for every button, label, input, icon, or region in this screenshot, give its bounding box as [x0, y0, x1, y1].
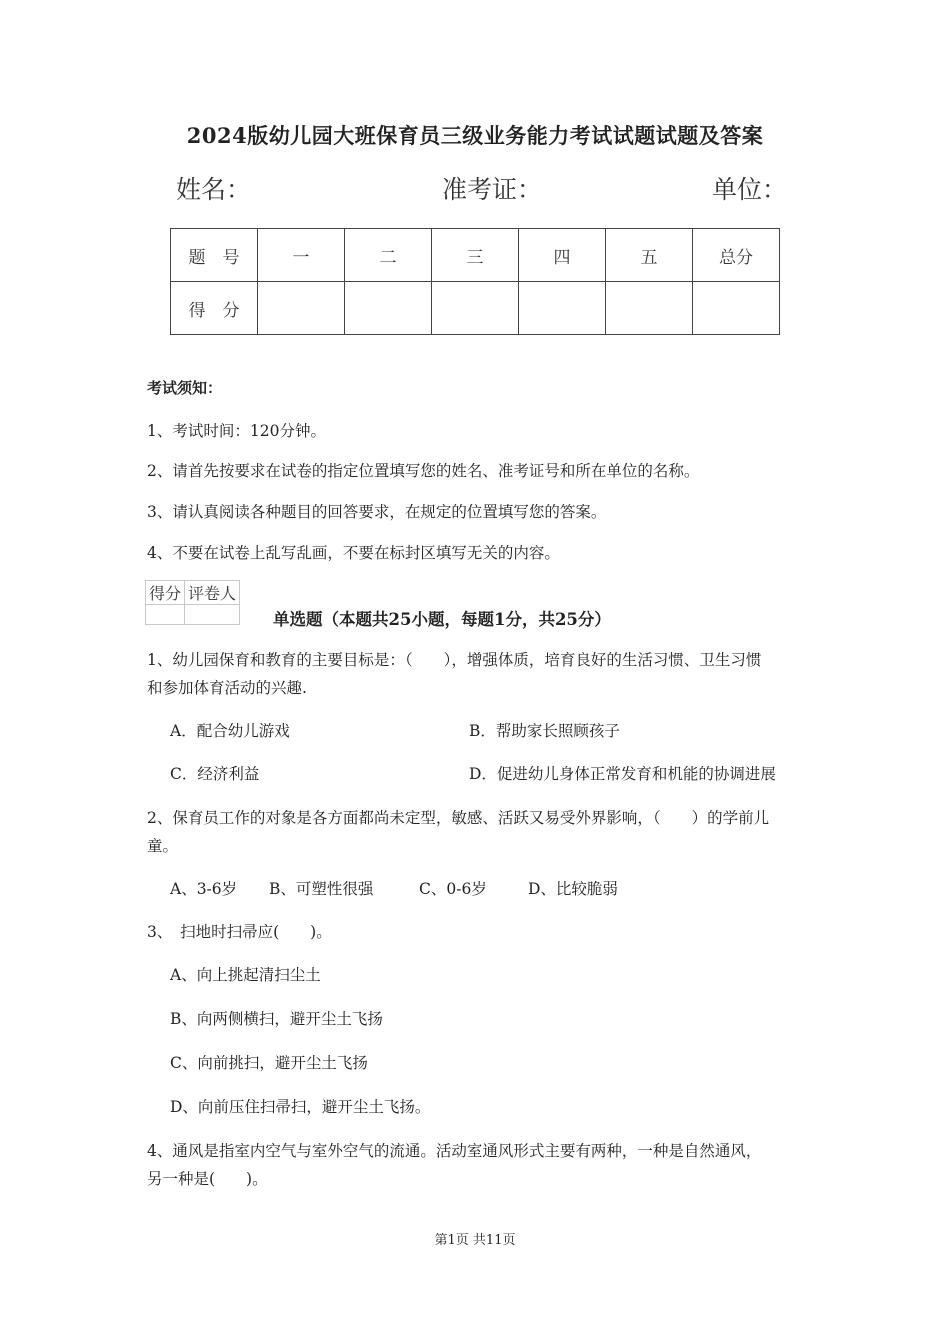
- page-footer: 第1页 共11页: [434, 1233, 516, 1248]
- score-cell: [432, 282, 519, 335]
- question-3-option-a: A、向上挑起清扫尘土: [170, 966, 321, 984]
- score-table: [170, 228, 780, 335]
- question-2-option-c: C、0-6岁: [419, 880, 487, 898]
- question-1-option-c: C．经济利益: [170, 765, 260, 783]
- grader-reviewer-label: 评卷人: [185, 581, 240, 605]
- name-field-label: 姓名：: [176, 175, 252, 204]
- question-3-text: 3、 扫地时扫帚应( )。: [147, 923, 332, 941]
- grader-box: [145, 580, 240, 625]
- score-header-cell: 三: [432, 229, 519, 282]
- grader-reviewer-cell: [185, 605, 240, 625]
- grader-score-label: 得分: [146, 581, 185, 605]
- score-header-cell: 题 号: [171, 229, 258, 282]
- question-1-option-d: D．促进幼儿身体正常发育和机能的协调进展: [469, 765, 776, 783]
- notice-item: 1、考试时间：120分钟。: [147, 422, 326, 440]
- question-2-option-b: B、可塑性很强: [269, 880, 374, 898]
- notice-item: 4、不要在试卷上乱写乱画，不要在标封区填写无关的内容。: [147, 544, 560, 562]
- score-header-cell: 五: [606, 229, 693, 282]
- score-table-header-row: [171, 229, 780, 282]
- question-3-option-b: B、向两侧横扫，避开尘土飞扬: [170, 1010, 383, 1028]
- score-header-cell: 一: [258, 229, 345, 282]
- score-table-score-row: [171, 282, 780, 335]
- page-title: 2024版幼儿园大班保育员三级业务能力考试试题试题及答案: [186, 123, 764, 148]
- question-4-text: 4、通风是指室内空气与室外空气的流通。活动室通风形式主要有两种，一种是自然通风，: [147, 1142, 762, 1160]
- score-cell: [693, 282, 780, 335]
- unit-field-label: 单位：: [712, 175, 788, 204]
- score-header-cell: 二: [345, 229, 432, 282]
- score-cell: [519, 282, 606, 335]
- question-3-option-d: D、向前压住扫帚扫，避开尘土飞扬。: [170, 1098, 431, 1116]
- score-cell: [345, 282, 432, 335]
- question-4-text-cont: 另一种是( )。: [147, 1170, 268, 1188]
- score-cell: [606, 282, 693, 335]
- score-header-cell: 四: [519, 229, 606, 282]
- score-header-cell: 总分: [693, 229, 780, 282]
- question-2-option-d: D、比较脆弱: [528, 880, 618, 898]
- score-cell: [258, 282, 345, 335]
- question-1-option-b: B．帮助家长照顾孩子: [469, 722, 620, 740]
- question-2-option-a: A、3-6岁: [170, 880, 238, 898]
- question-2-text-cont: 童。: [147, 837, 179, 855]
- notice-item: 3、请认真阅读各种题目的回答要求，在规定的位置填写您的答案。: [147, 503, 607, 521]
- question-1-text: 1、幼儿园保育和教育的主要目标是：（ ），增强体质，培育良好的生活习惯、卫生习惯: [147, 651, 762, 669]
- question-3-option-c: C、向前挑扫，避开尘土飞扬: [170, 1054, 368, 1072]
- notice-heading: 考试须知：: [147, 379, 223, 397]
- section-title: 单选题（本题共25小题，每题1分，共25分）: [273, 610, 611, 629]
- notice-item: 2、请首先按要求在试卷的指定位置填写您的姓名、准考证号和所在单位的名称。: [147, 462, 700, 480]
- question-2-text: 2、保育员工作的对象是各方面都尚未定型，敏感、活跃又易受外界影响，（ ）的学前儿: [147, 809, 770, 827]
- question-1-option-a: A．配合幼儿游戏: [170, 722, 290, 740]
- question-1-text-cont: 和参加体育活动的兴趣.: [147, 679, 307, 697]
- grader-score-cell: [146, 605, 185, 625]
- exam-id-field-label: 准考证：: [442, 175, 543, 204]
- score-row-label: 得 分: [171, 282, 258, 335]
